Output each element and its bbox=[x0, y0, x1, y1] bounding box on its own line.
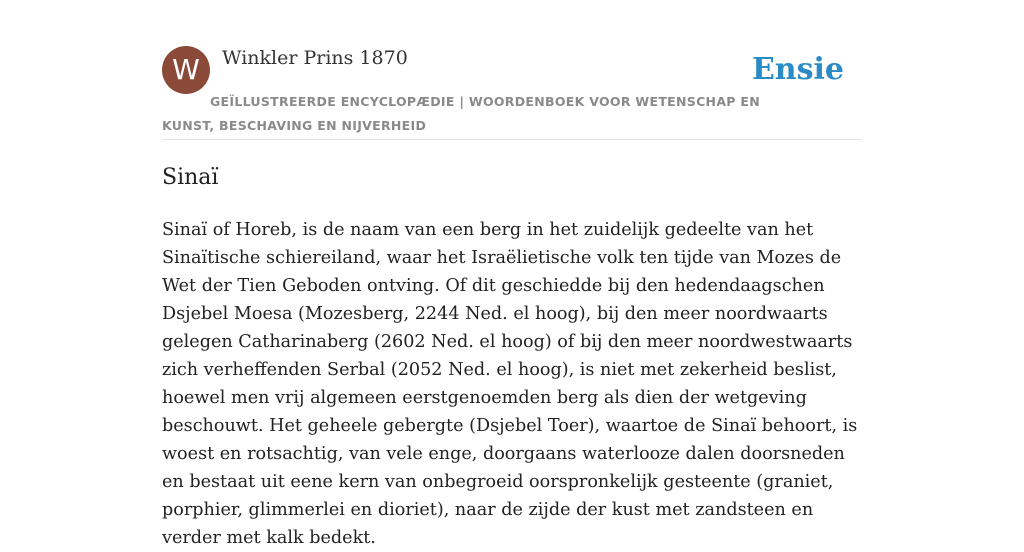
header-divider bbox=[162, 139, 862, 140]
avatar[interactable]: W bbox=[162, 46, 210, 94]
brand-logo[interactable]: Ensie bbox=[751, 52, 844, 87]
article-title: Sinaï bbox=[162, 165, 219, 190]
header bbox=[162, 46, 862, 140]
source-title[interactable]: Winkler Prins 1870 bbox=[222, 47, 408, 69]
source-subtitle: GEÏLLUSTREERDE ENCYCLOPÆDIE | WOORDENBOEK VOOR WETENSCHAP EN KUNST, BESCHAVING EN NIJVERHEID bbox=[162, 94, 760, 133]
article-body: Sinaï of Horeb, is de naam van een berg in het zuidelijk gedeelte van het Sinaïtische schiereiland, waar het Israëlietische volk ten tijde van Mozes de Wet der Tien Geboden ontving. Of dit geschiedde bij den hedendaagschen Dsjebel Moesa (Mozesberg, 2244 Ned. el hoog), bij den meer noordwaarts gelegen Catharinaberg (2602 Ned. el hoog) of bij den meer noordwestwaarts zich verheffenden Serbal (2052 Ned. el hoog), is niet met zekerheid beslist, hoewel men vrij algemeen eerstgenoemden berg als dien der wetgeving beschouwt. Het geheele gebergte (Dsjebel Toer), waartoe de Sinaï behoort, is woest en rotsachtig, van vele enge, doorgaans waterlooze dalen doorsneden en bestaat uit eene kern van onbegroeid oorspronkelijk gesteente (graniet, porphier, glimmerlei en dioriet), naar de zijde der kust met zandsteen en verder met kalk bedekt. bbox=[162, 220, 858, 548]
